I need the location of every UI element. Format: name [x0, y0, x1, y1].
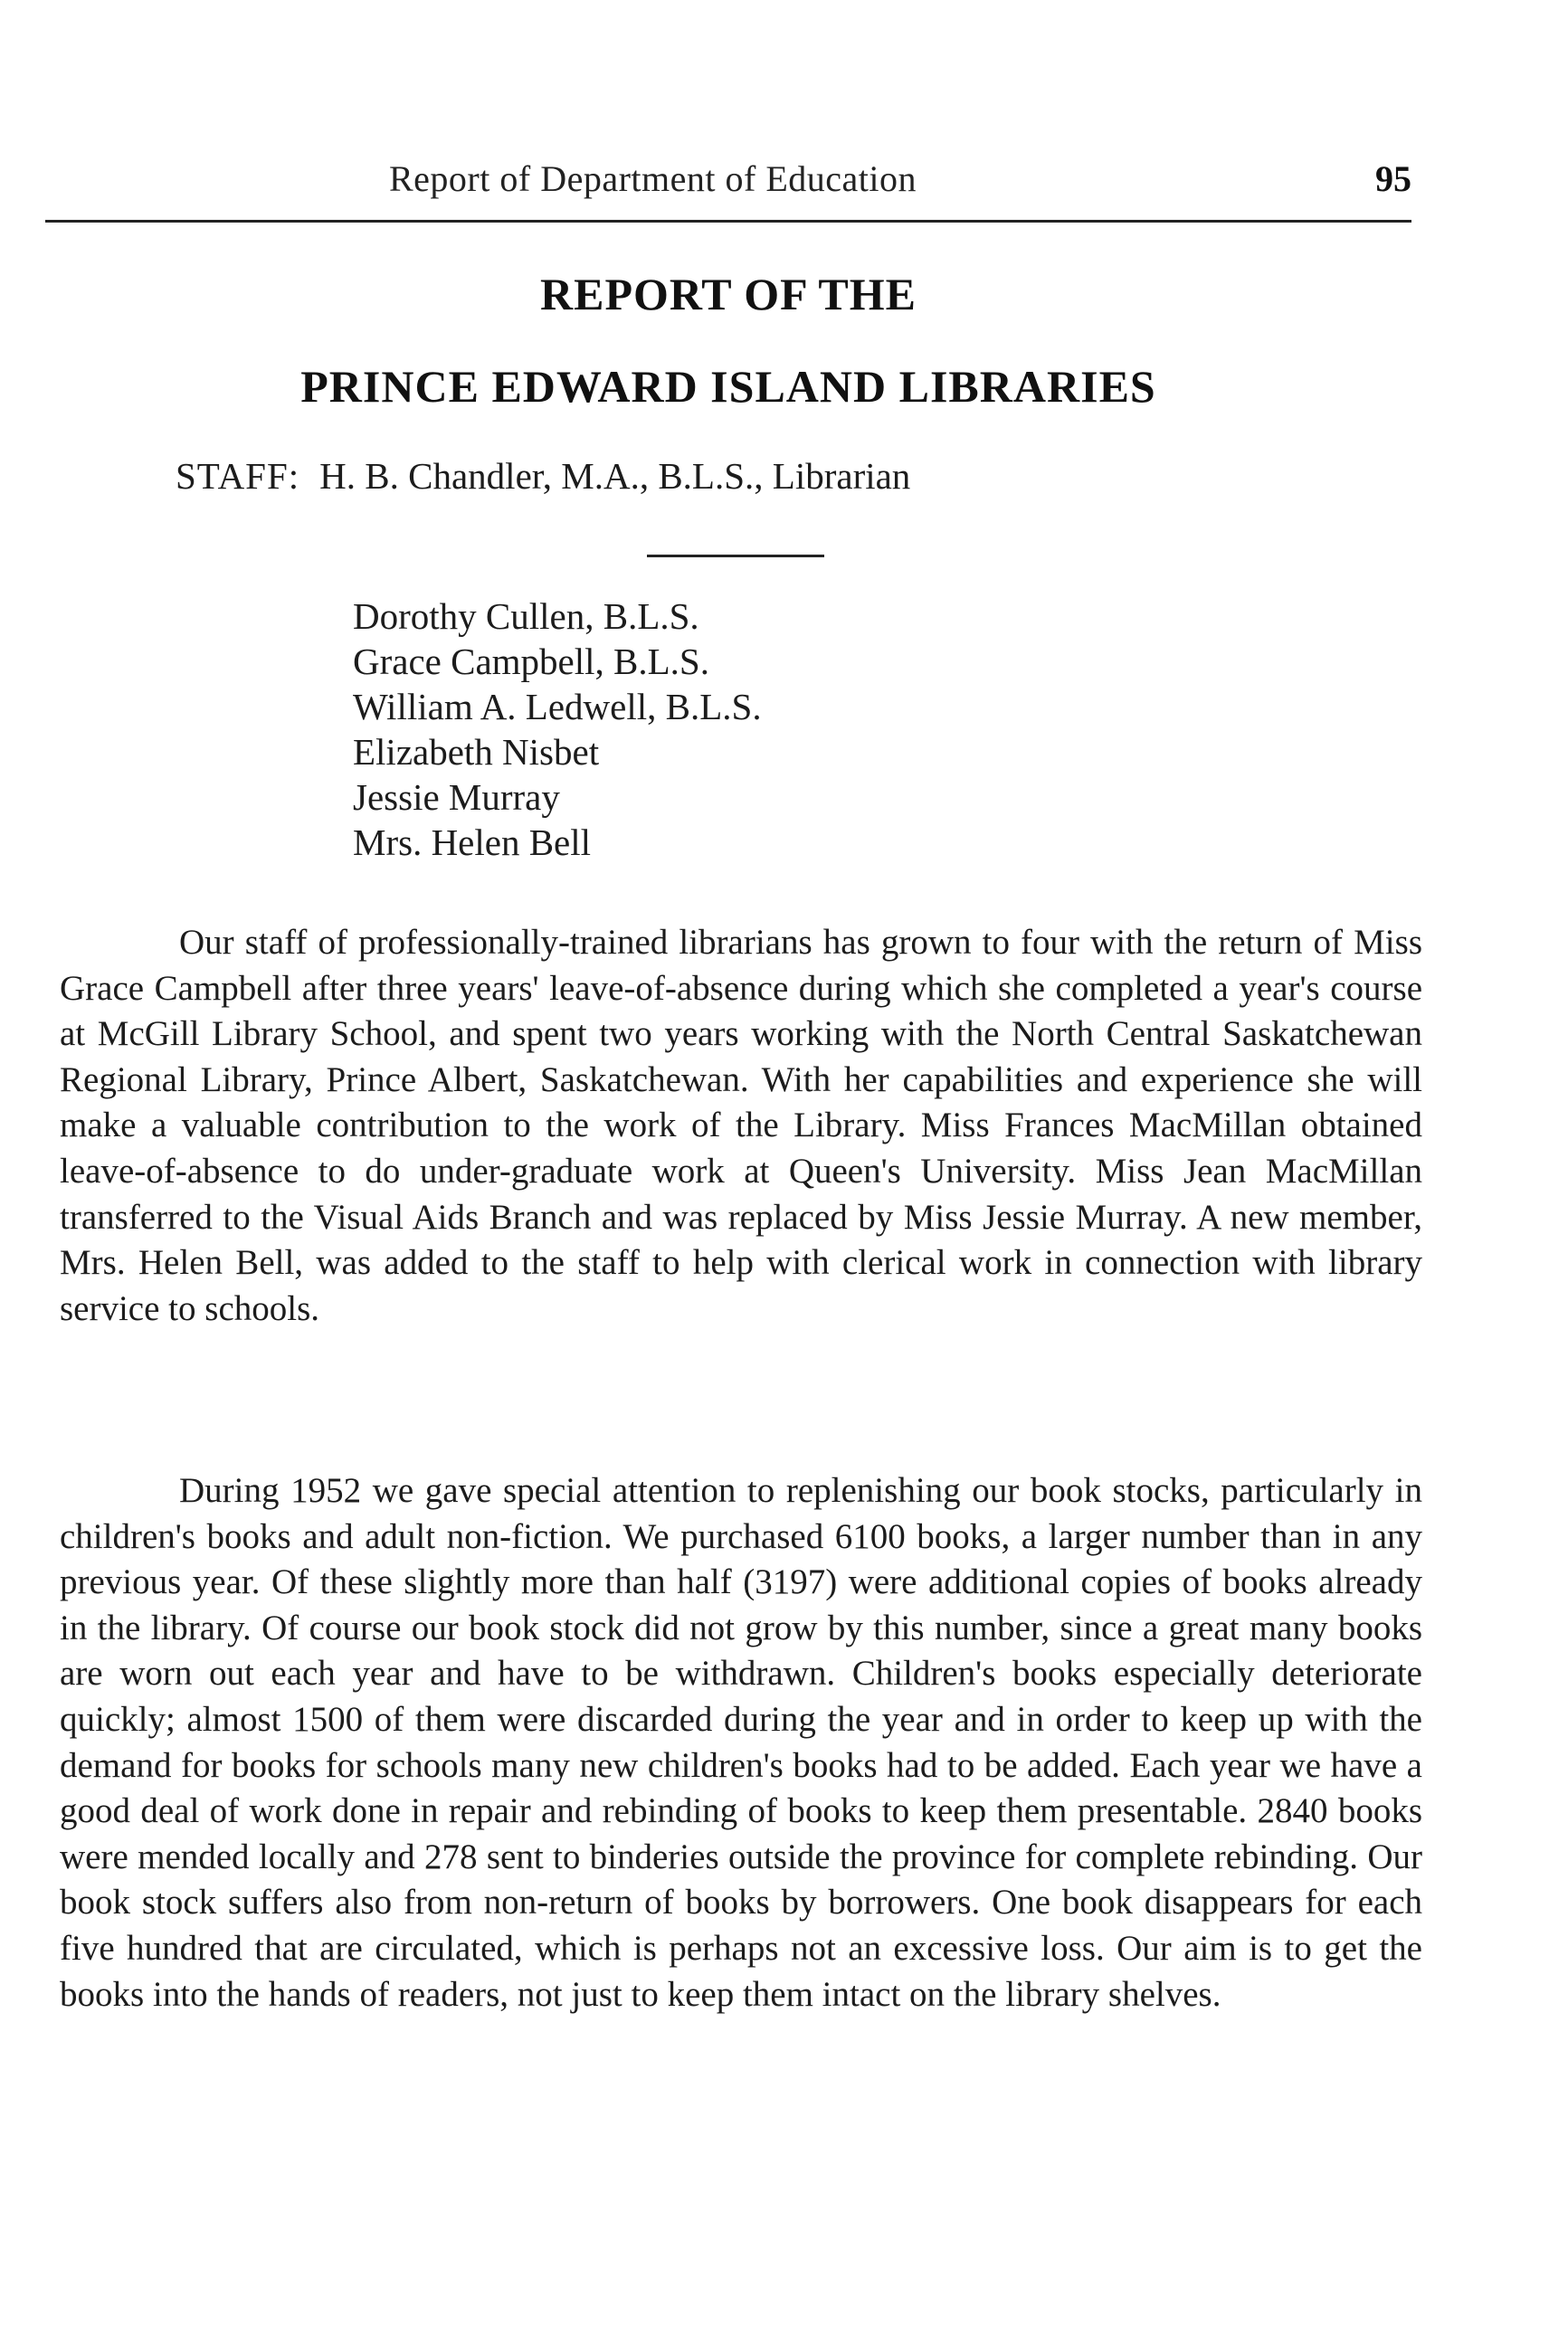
staff-librarian: H. B. Chandler, M.A., B.L.S., Librarian	[319, 455, 911, 497]
header-rule	[45, 220, 1411, 223]
running-header	[45, 157, 1411, 212]
staff-member: Mrs. Helen Bell	[353, 821, 592, 863]
staff-heading	[176, 454, 910, 498]
section-divider	[647, 555, 824, 557]
page-number: 95	[1375, 158, 1411, 199]
staff-label: STAFF:	[176, 455, 300, 497]
staff-member: Dorothy Cullen, B.L.S.	[353, 595, 699, 637]
staff-member: Jessie Murray	[353, 776, 560, 818]
body-paragraph-book-stock: During 1952 we gave special attention to replenishing our book stocks, particularly in children's books and adult non-fiction. We purchased 6100 books, a larger number than in any previous year. Of these slightly more than half (3197) were additional copies of books already in the library. Of course our book stock did not grow by this number, since a great many books are worn out each year and have to be withdrawn. Children's books especially deteriorate quickly; almost 1500 of them were discarded during the year and in order to keep up with the demand for books for schools many new children's books had to be added. Each year we have a good deal of work done in repair and rebinding of books to keep them presentable. 2840 books were mended locally and 278 sent to binderies outside the province for complete rebinding. Our book stock suffers also from non-return of books by borrowers. One book disappears for each five hundred that are circulated, which is perhaps not an excessive loss. Our aim is to get the books into the hands of readers, not just to keep them intact on the library shelves.	[60, 1471, 1422, 2014]
staff-list	[353, 593, 762, 865]
staff-member: William A. Ledwell, B.L.S.	[353, 686, 762, 727]
staff-member: Grace Campbell, B.L.S.	[353, 641, 709, 682]
report-title-line-1: REPORT OF THE	[540, 269, 917, 319]
staff-member: Elizabeth Nisbet	[353, 731, 600, 773]
running-title: Report of Department of Education	[389, 158, 917, 199]
body-paragraph-staff: Our staff of professionally-trained librarians has grown to four with the return of Miss Grace Campbell after three years' leave-of-absence during which she completed a year's course at McGill Library School, and spent two years working with the North Central Saskatchewan Regional Library, Prince Albert, Saskatchewan. With her capabilities and experience she will make a valuable contribution to the work of the Library. Miss Frances MacMillan obtained leave-of-absence to do under-graduate work at Queen's University. Miss Jean MacMillan transferred to the Visual Aids Branch and was replaced by Miss Jessie Murray. A new member, Mrs. Helen Bell, was added to the staff to help with clerical work in connection with library service to schools.	[60, 923, 1422, 1328]
report-title-line-2: PRINCE EDWARD ISLAND LIBRARIES	[300, 361, 1156, 412]
